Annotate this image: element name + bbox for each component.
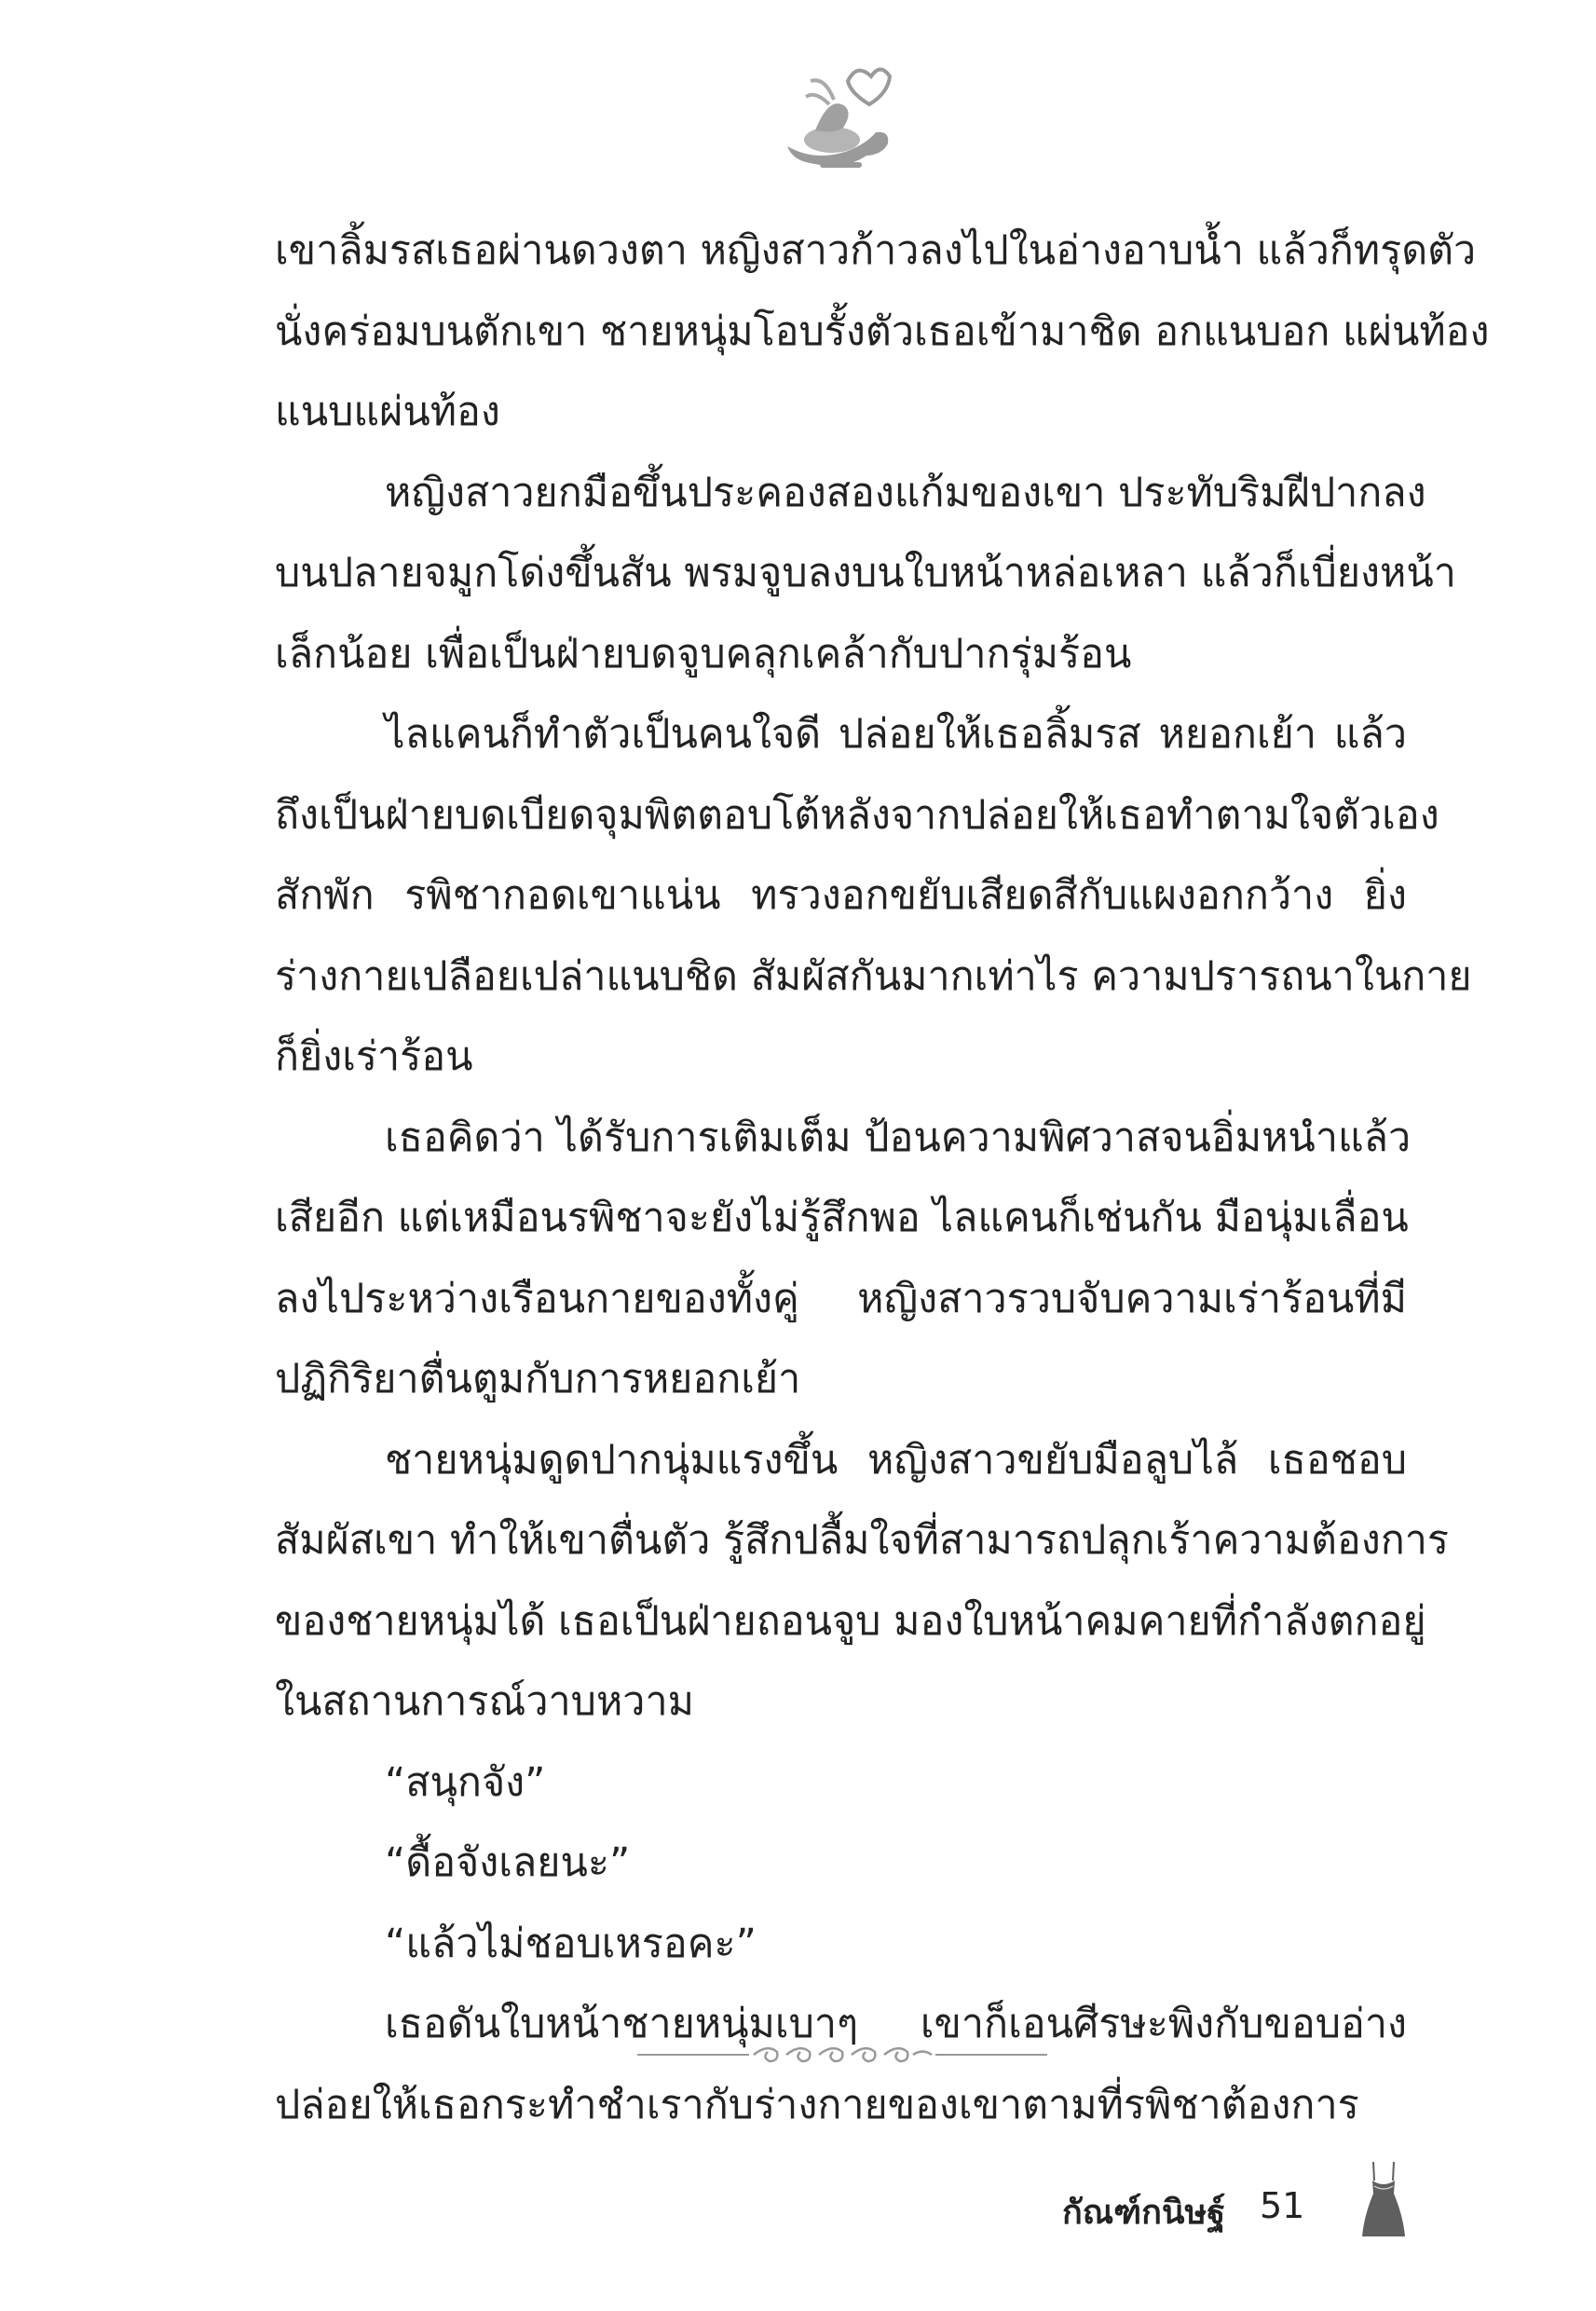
text-line: เล็กน้อย เพื่อเป็นฝ่ายบดจูบคลุกเคล้ากับปากรุ่มร้อน [275,630,1132,677]
body-text [275,211,1490,2145]
footer-book-title: กัณฑ์กนิษฐ์ [1062,2194,1226,2232]
text-line: เสียอีก แต่เหมือนรพิชาจะยังไม่รู้สึกพอ ไลแคนก็เช่นกัน มือนุ่มเลื่อน [275,1195,1409,1241]
text-line: แนบแผ่นท้อง [275,389,500,435]
text-line: “ดื้อจังเลยนะ” [385,1839,631,1886]
text-line: บนปลายจมูกโด่งขึ้นสัน พรมจูบลงบนใบหน้าหล่อเหลา แล้วก็เบี่ยงหน้า [275,550,1456,596]
text-line: ของชายหนุ่มได้ เธอเป็นฝ่ายถอนจูบ มองใบหน้าคมคายที่กำลังตกอยู่ [275,1597,1426,1645]
text-line: ร่างกายเปลือยเปล่าแนบชิด สัมผัสกันมากเท่าไร ความปรารถนาในกาย [275,952,1472,1000]
text-line: เขาลิ้มรสเธอผ่านดวงตา หญิงสาวก้าวลงไปในอ่างอาบน้ำ แล้วก็ทรุดตัว [275,227,1477,274]
page-number: 51 [1260,2185,1305,2226]
text-line: ถึงเป็นฝ่ายบดเบียดจุมพิตตอบโต้หลังจากปล่อยให้เธอทำตามใจตัวเอง [275,791,1439,839]
text-line: สักพัก รพิชากอดเขาแน่น ทรวงอกขยับเสียดสีกับแผงอกกว้าง ยิ่ง [275,872,1407,919]
text-line: สัมผัสเขา ทำให้เขาตื่นตัว รู้สึกปลื้มใจที่สามารถปลุกเร้าความต้องการ [275,1517,1450,1564]
text-line: ในสถานการณ์วาบหวาม [275,1678,694,1725]
dress-icon [1362,2160,1405,2240]
text-line: “แล้วไม่ชอบเหรอคะ” [385,1920,757,1967]
cupid-lamp-ornament-icon [778,58,899,174]
text-line: ปฏิกิริยาตื่นตูมกับการหยอกเย้า [275,1356,801,1402]
swirl-divider-icon [637,2041,1047,2069]
text-line: เธอดันใบหน้าชายหนุ่มเบาๆ เขาก็เอนศีรษะพิงกับขอบอ่าง [385,2001,1407,2047]
text-line: ไลแคนก็ทำตัวเป็นคนใจดี ปล่อยให้เธอลิ้มรส หยอกเย้า แล้ว [385,711,1407,758]
text-line: ลงไประหว่างเรือนกายของทั้งคู่ หญิงสาวรวบจับความเร่าร้อนที่มี [275,1275,1407,1322]
text-line: ปล่อยให้เธอกระทำชำเรากับร่างกายของเขาตามที่รพิชาต้องการ [275,2081,1359,2128]
text-line: ก็ยิ่งเร่าร้อน [275,1033,473,1080]
text-line: นั่งคร่อมบนตักเขา ชายหนุ่มโอบรั้งตัวเธอเข้ามาชิด อกแนบอก แผ่นท้อง [275,308,1490,355]
text-line: ชายหนุ่มดูดปากนุ่มแรงขึ้น หญิงสาวขยับมือลูบไล้ เธอชอบ [385,1436,1407,1484]
text-line: เธอคิดว่า ได้รับการเติมเต็ม ป้อนความพิศวาสจนอิ่มหนำแล้ว [385,1114,1412,1161]
text-line: หญิงสาวยกมือขึ้นประคองสองแก้มของเขา ประทับริมฝีปากลง [385,469,1426,516]
text-line: “สนุกจัง” [385,1758,546,1806]
